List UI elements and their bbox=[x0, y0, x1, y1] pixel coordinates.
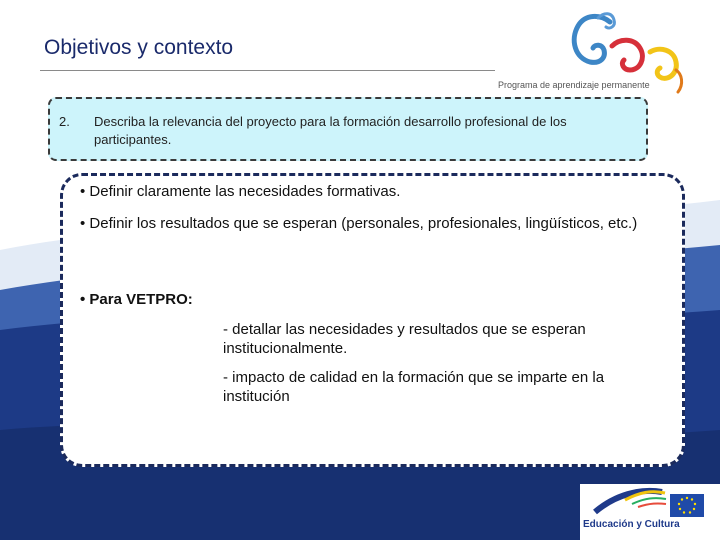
vetpro-sub-impact: - impacto de calidad en la formación que se imparte en la institución bbox=[223, 369, 605, 405]
bullet-needs: • Definir claramente las necesidades formativas. bbox=[80, 183, 401, 200]
question-number: 2. bbox=[59, 114, 70, 129]
footer-logo-label: Educación y Cultura bbox=[583, 519, 680, 530]
bullet-vetpro: • Para VETPRO: bbox=[80, 291, 193, 308]
title-divider bbox=[40, 70, 495, 71]
bullet-results: • Definir los resultados que se esperan (personales, profesionales, lingüísticos, etc.) bbox=[80, 215, 638, 232]
vetpro-sub-needs: - detallar las necesidades y resultados que se esperan institucionalmente. bbox=[223, 321, 586, 357]
question-text: Describa la relevancia del proyecto para la formación desarrollo profesional de los participantes. bbox=[94, 114, 567, 147]
page-title: Objetivos y contexto bbox=[44, 36, 234, 59]
program-label: Programa de aprendizaje permanente bbox=[498, 80, 650, 90]
